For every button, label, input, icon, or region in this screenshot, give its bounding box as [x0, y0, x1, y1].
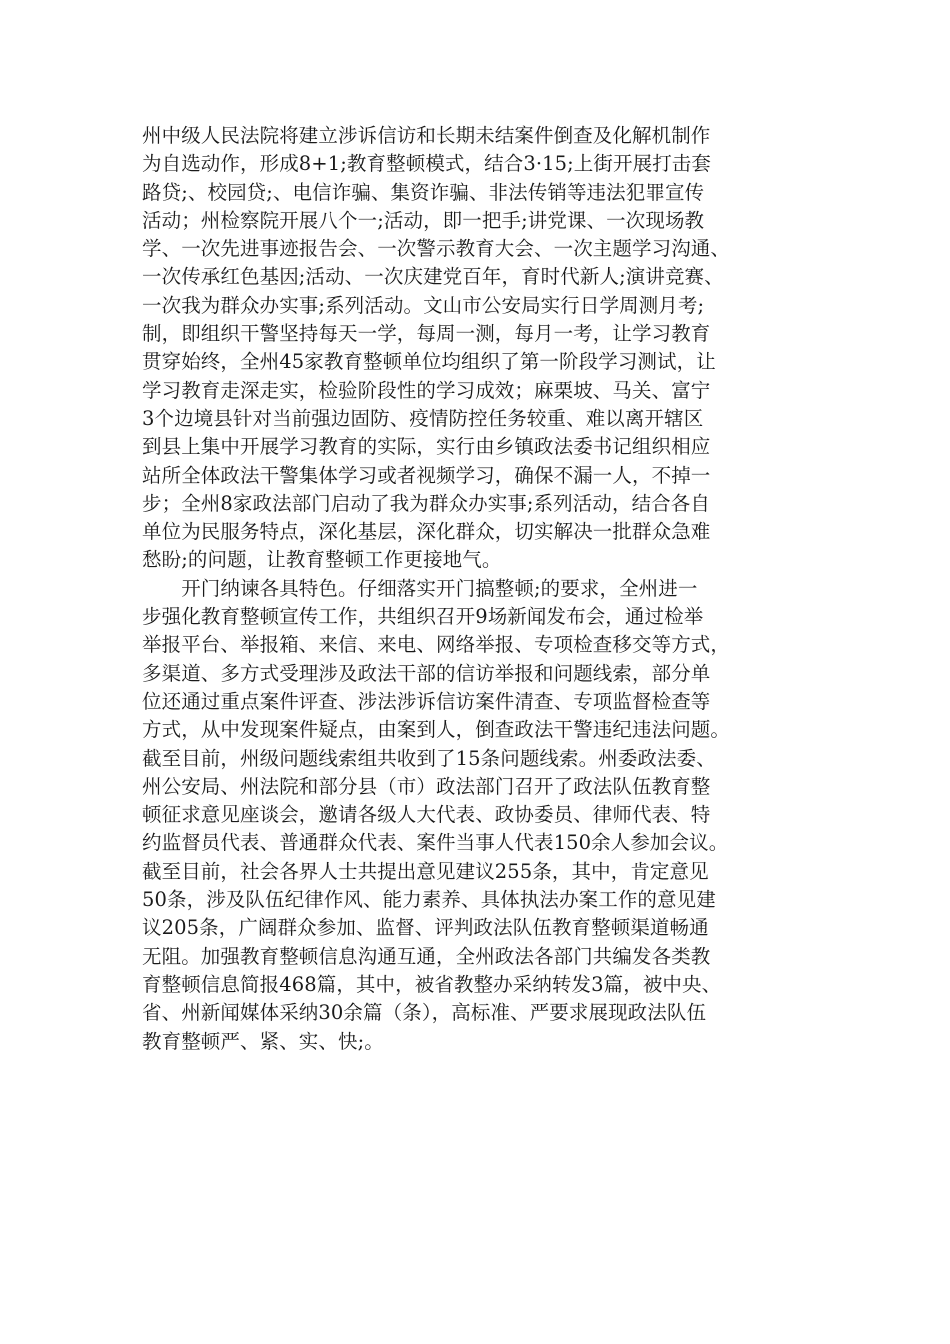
- text-line: 到县上集中开展学习教育的实际，实行由乡镇政法委书记组织相应: [142, 435, 711, 459]
- text-line: 教育整顿严、紧、实、快;。: [142, 1029, 384, 1053]
- text-line: 位还通过重点案件评查、涉法涉诉信访案件清查、专项监督检查等: [142, 689, 711, 713]
- text-line: 制，即组织干警坚持每天一学，每周一测，每月一考，让学习教育: [142, 322, 711, 346]
- text-line: 步；全州8家政法部门启动了我为群众办实事;系列活动，结合各自: [142, 491, 710, 515]
- text-line: 一次我为群众办实事;系列活动。文山市公安局实行日学周测月考;: [142, 293, 705, 317]
- text-line: 方式，从中发现案件疑点，由案到人，倒查政法干警违纪违法问题。: [142, 718, 731, 742]
- text-line: 步强化教育整顿宣传工作，共组织召开9场新闻发布会，通过检举: [142, 605, 704, 629]
- text-line: 省、州新闻媒体采纳30余篇（条），高标准、严要求展现政法队伍: [142, 1001, 707, 1025]
- text-line: 多渠道、多方式受理涉及政法干部的信访举报和问题线索，部分单: [142, 661, 711, 685]
- text-line: 愁盼;的问题，让教育整顿工作更接地气。: [142, 548, 502, 572]
- text-line: 开门纳谏各具特色。仔细落实开门搞整顿;的要求，全州进一: [142, 576, 698, 600]
- body-text: [142, 122, 832, 1056]
- text-line: 学习教育走深走实，检验阶段性的学习成效；麻栗坡、马关、富宁: [142, 378, 711, 402]
- text-line: 学、一次先进事迹报告会、一次警示教育大会、一次主题学习沟通、: [142, 237, 731, 261]
- text-line: 顿征求意见座谈会，邀请各级人大代表、政协委员、律师代表、特: [142, 803, 711, 827]
- text-line: 约监督员代表、普通群众代表、案件当事人代表150余人参加会议。: [142, 831, 729, 855]
- text-line: 3个边境县针对当前强边固防、疫情防控任务较重、难以离开辖区: [142, 406, 704, 430]
- text-line: 活动；州检察院开展八个一;活动，即一把手;讲党课、一次现场教: [142, 208, 705, 232]
- text-line: 贯穿始终，全州45家教育整顿单位均组织了第一阶段学习测试，让: [142, 350, 716, 374]
- text-line: 州中级人民法院将建立涉诉信访和长期未结案件倒查及化解机制作: [142, 124, 711, 147]
- text-line: 一次传承红色基因;活动、一次庆建党百年，育时代新人;演讲竞赛、: [142, 265, 724, 289]
- text-line: 议205条，广阔群众参加、监督、评判政法队伍教育整顿渠道畅通: [142, 916, 709, 940]
- text-line: 站所全体政法干警集体学习或者视频学习，确保不漏一人，不掉一: [142, 463, 711, 487]
- text-line: 单位为民服务特点，深化基层，深化群众，切实解决一批群众急难: [142, 520, 711, 544]
- paragraph-1: [142, 122, 832, 575]
- text-line: 无阻。加强教育整顿信息沟通互通，全州政法各部门共编发各类教: [142, 944, 711, 968]
- text-line: 举报平台、举报箱、来信、来电、网络举报、专项检查移交等方式，: [142, 633, 731, 657]
- text-line: 育整顿信息简报468篇，其中，被省教整办采纳转发3篇，被中央、: [142, 972, 722, 996]
- text-line: 州公安局、州法院和部分县（市）政法部门召开了政法队伍教育整: [142, 774, 711, 798]
- paragraph-2: [142, 575, 832, 1056]
- text-line: 路贷;、校园贷;、电信诈骗、集资诈骗、非法传销等违法犯罪宣传: [142, 180, 705, 204]
- text-line: 50条，涉及队伍纪律作风、能力素养、具体执法办案工作的意见建: [142, 888, 716, 912]
- text-line: 截至目前，州级问题线索组共收到了15条问题线索。州委政法委、: [142, 746, 716, 770]
- text-line: 为自选动作，形成8+1;教育整顿模式，结合3·15;上街开展打击套: [142, 152, 712, 176]
- text-line: 截至目前，社会各界人士共提出意见建议255条，其中，肯定意见: [142, 859, 709, 883]
